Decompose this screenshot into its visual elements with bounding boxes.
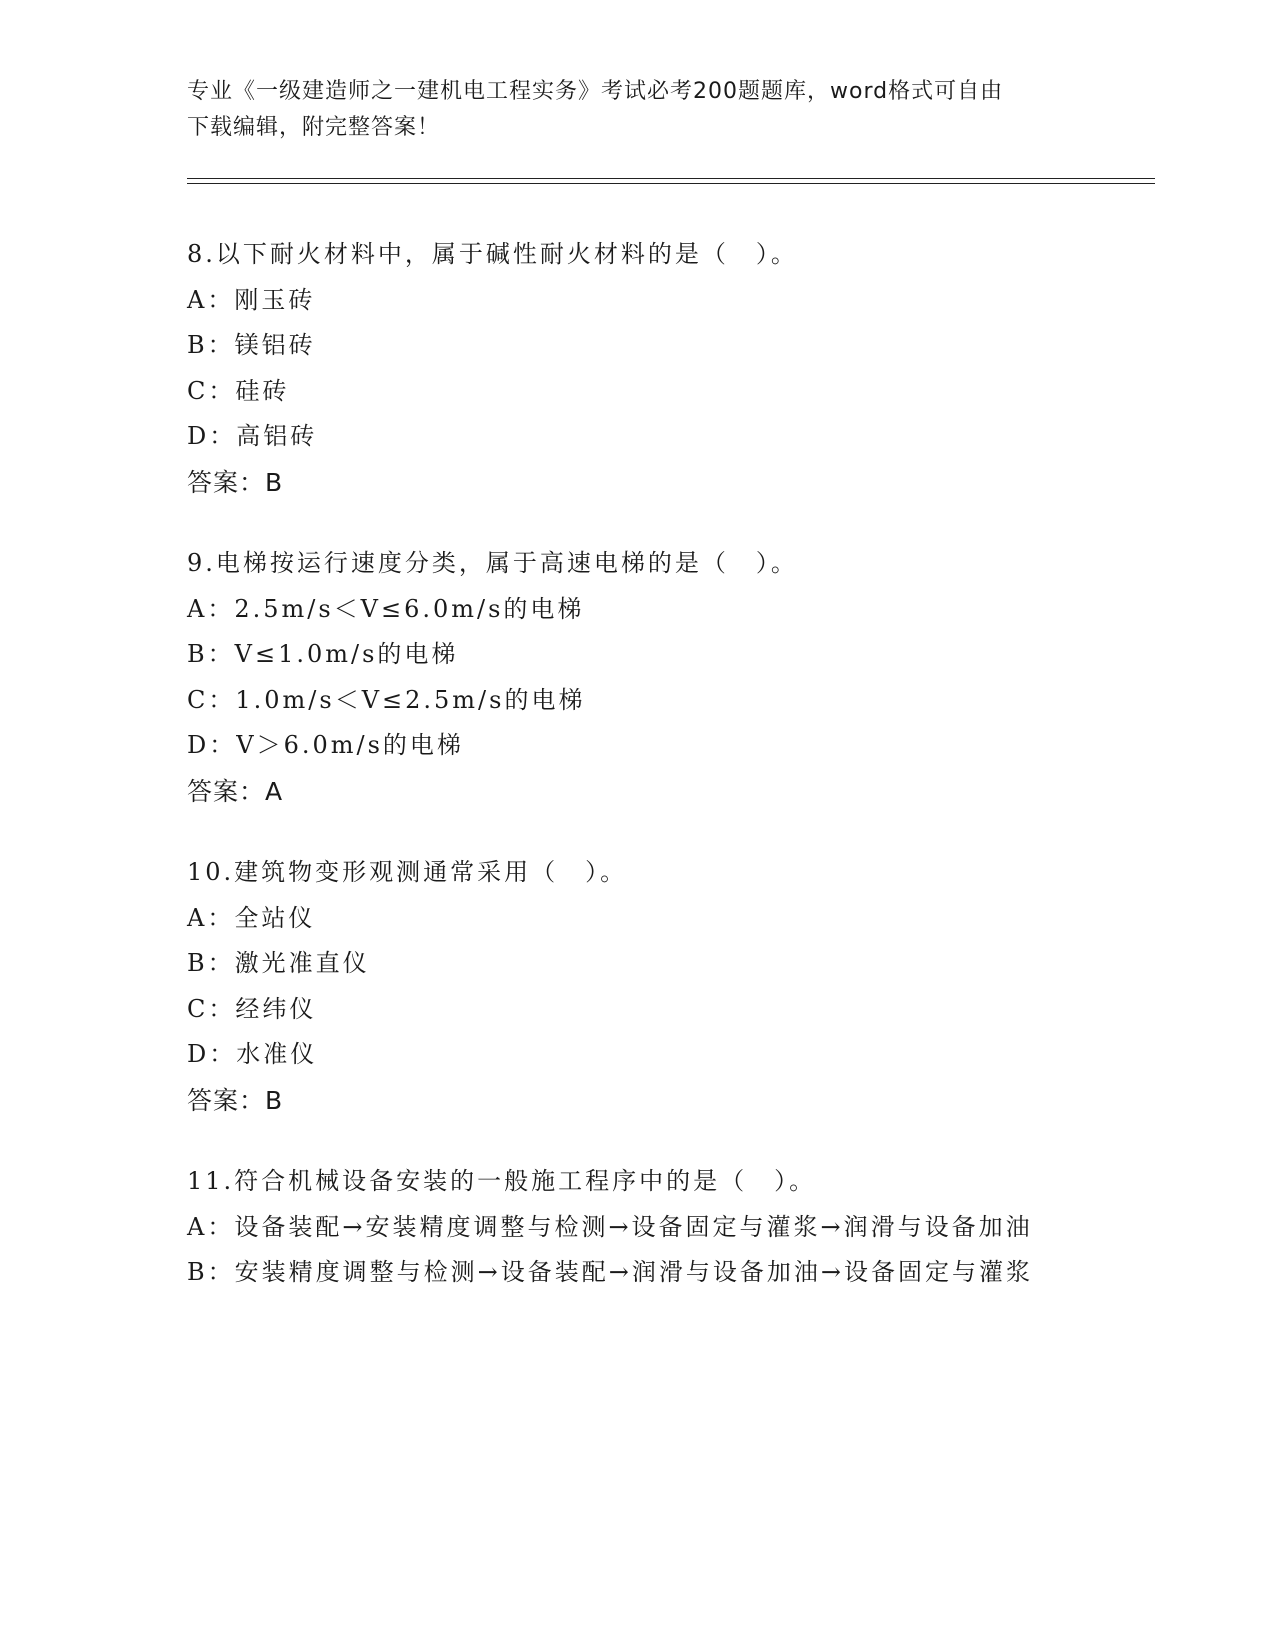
option-d: D：水准仪 [187,1040,318,1068]
question-9 [187,541,1087,814]
header-line-1: 专业《一级建造师之一建机电工程实务》考试必考200题题库，word格式可自由 [187,79,1004,104]
question-list [187,232,1087,1332]
option-b: B：V≤1.0m/s的电梯 [187,640,459,668]
question-8 [187,232,1087,505]
answer-text: 答案：B [187,467,284,497]
question-stem: 9.电梯按运行速度分类，属于高速电梯的是（ ）。 [187,549,798,577]
option-a: A：刚玉砖 [187,285,316,314]
option-c: C：硅砖 [187,376,290,405]
option-a: A：设备装配→安装精度调整与检测→设备固定与灌浆→润滑与设备加油 [187,1212,1033,1241]
document-header [187,74,1087,146]
option-d: D：高铝砖 [187,422,318,450]
header-divider-bottom [187,183,1155,184]
option-a: A：2.5m/s＜V≤6.0m/s的电梯 [187,594,585,623]
option-b: B：安装精度调整与检测→设备装配→润滑与设备加油→设备固定与灌浆 [187,1258,1033,1286]
header-line-2: 下载编辑，附完整答案！ [187,115,441,140]
option-b: B：激光准直仪 [187,949,370,977]
answer-text: 答案：B [187,1085,284,1115]
option-a: A：全站仪 [187,903,316,932]
option-c: C：经纬仪 [187,994,317,1023]
question-stem: 11.符合机械设备安装的一般施工程序中的是（ ）。 [187,1167,817,1195]
question-10 [187,850,1087,1123]
question-stem: 10.建筑物变形观测通常采用（ ）。 [187,858,628,886]
option-d: D：V＞6.0m/s的电梯 [187,731,464,759]
question-stem: 8.以下耐火材料中，属于碱性耐火材料的是（ ）。 [187,240,798,268]
question-11 [187,1159,1087,1296]
header-divider-top [187,178,1155,179]
option-c: C：1.0m/s＜V≤2.5m/s的电梯 [187,685,586,714]
answer-text: 答案：A [187,776,284,806]
option-b: B：镁铝砖 [187,331,316,359]
